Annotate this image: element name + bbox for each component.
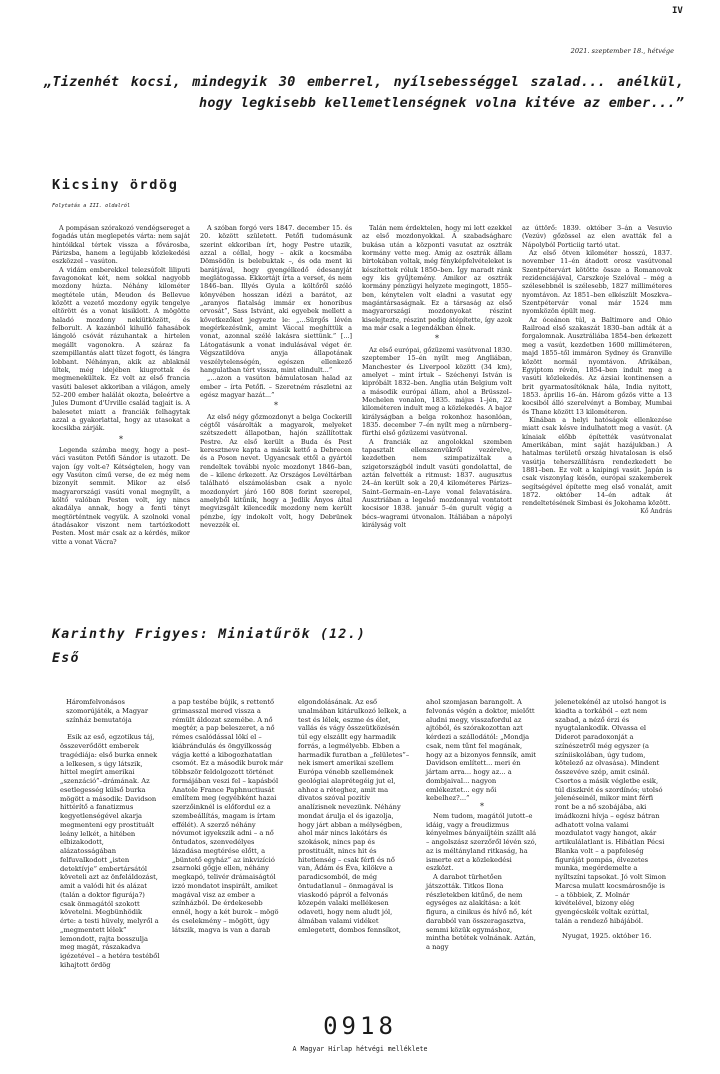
article1-column-1 [52,224,190,546]
paragraph: Nem tudom, magától jutott–e idáig, vagy a freudizmus kényelmes bányaiíjtéin szállt alá – angolszász szerzőről lévén szó, az is méltányland ritkaság, ha ismerte ezt a közlekedési eszközt. [426,811,537,873]
play-intro: Háromfelvonásos szomorújáték, a Magyar színház bemutatója [66,698,149,724]
section-divider: * [435,334,439,344]
section-divider: * [274,401,278,411]
paragraph: A franciák az angolokkal szemben tapasztalt ellenszenvükről vezérelve, kezdetben nem szimpatizáltak a szigetországból indult vasúti gondolattal, de aztán felvették a ritmust: 1837. augusztus 24–án került sok a 20,4 kilométeres Párizs–Saint–Germain–en–Laye vonal felavatására. Ausztriában a legelső mozdonnyal vontatott kocsisor 1838. január 5–én gurult végig a bécs–wagrami útvonalon. Itáliában a nápolyi királyság volt [362,437,512,530]
issue-dateline: 2021. szeptember 18., hétvége [570,47,674,55]
paragraph: Talán nem érdektelen, hogy mi lett ezekkel az első mozdonyokkal. A szabadságharc bukása után a központi vasutat az osztrák kormány vette meg. Amig az osztrák állam birtokában voltak, még fényképfelvételeket is készítettek róluk 1850–ben. Így maradt ránk egy kis gyűjtemény. Amikor az osztrák kormány pénzügyi helyzete megingott, 1855–ben, kénytelen volt eladni a vasutat egy magántársaságnak. Ez a társaság az első magyarországi mozdonyokat részint kiselejtezte, részint pedig átépítette, így azok ma már csak a legendákban élnek. [362,224,512,333]
pull-quote: „Tizenhét kocsi, mindegyik 30 emberrel, nyílsebességgel szalad... anélkül, hogy legkisebb kellemetlenségnek volna kitéve az ember...” [44,75,684,111]
paragraph: Legenda számba megy, hogy a pest–váci vasúton Petőfi Sándor is utazott. De vajon így volt-e? Kétségtelen, hogy van egy Vasúton című verse, de ez még nem bizonyít semmit. Mikor az első magyarországi vasúti vonal megnyílt, a költő valóban Pesten volt, így nincs akadálya annak, hogy a fenti tényt megtörténtnek vegyük. A szolnoki vonal átadásakor viszont nem tartózkodott Pesten. Most már csak az a kérdés, mikor vitte a vonat Vácra? [52,445,190,546]
supplement-tagline: A Magyar Hírlap hétvégi melléklete [292,1045,428,1053]
article2-column-5 [555,698,667,940]
continuation-note: Folytatás a III. oldalról [52,203,131,209]
section-divider: * [119,434,123,444]
supplement-logo: 0918 [323,1012,397,1040]
paragraph: „...azon a vasúton bámulatosan halad az ember – írta Petőfi. – Szeretném rászletni az egész magyar hazát...” [200,374,352,399]
article2-column-2 [172,698,284,934]
paragraph: Az első ötven kilométer hosszú, 1837. november 11–én átadott orosz vasútvonal Szentpétervárt kötötte össze a Romanovok rezidenciájával, Carszkoje Szelóval – még a szélesebbnél is szélesebb, 1827 milliméteres nyomtávon. Az 1851–ben elkészült Moszkva–Szentpétervár vonal már 1524 mm nyomközön épült meg. [522,249,672,316]
paragraph: a pap testébe bújik, s rettentő grimasszal mered vissza a rémült áldozat szemébe. A nő megtér, a pap beleszeret, a nő rémes csalódással lökí el – kiábrándulás és öngyilkosság vágja ketté a kibogozhatatlan csomót. Ez a második burok már többször feldolgozott történet formájában veszi fel – kapásból Anatole France Paphnuctiusát említem meg (egyébként hazai szerzőinknél is előfordul ez a szembeállítás, magam is írtam effélét). A szerző néhány nóvumot igyekszik adni – a nő öntudatos, szenvedélyes lázadása megtérése előtt, a „büntető egyház” az inkvizíció zsarnoki gőgje ellen, néhány megkapó, telivér drámaiságtól izzó mondatot inspirált, amiket magával visz az ember a színházból. De érdekesebb ennél, hogy a két burok – mögö és cselekmény – mögött, úgy látszik, magva is van a darab [172,698,284,934]
section-divider: * [480,802,484,811]
article-title: Kicsiny ördög [52,177,179,193]
article1-column-3 [362,224,512,529]
author-signature: Kő András [640,507,672,515]
paragraph: A szóban forgó vers 1847. december 15. és 20. között született. Petőfi tudomásunk szerint ekkoriban írt, hogy Pestre utazik, azzal a céllal, hogy – akik a kocsmába Dömsödön is belebuktak –, és oda ment ki barátjával, hogy gyengélkedő édesanyját meglátogassa. Ekkortájt írta a verset, és nem 1846–ban. Illyés Gyula a költőről szóló könyvében hosszan idézi a barátot, az „aranyos fiatalság immár ex honoribus orvosát”, Sass Istvánt, aki egyebek mellett a következőket jegyezte le: „...Sürgős lévén megérkezésünk, amint Váccal meghíttük a vonat, azonnal szélé lakásra siettünk.” [...] Látogatásunk a vonat indulásával véget ér. Végszatildóva anyja állapotának veszélytelenségén, egészen ellenkező hangulatban tért vissza, mint elindult...” [200,224,352,374]
article1-column-4 [522,224,672,516]
paragraph: A pompásan szórakozó vendégsereget a fogadás után meglepetés várta: nem saját hintóikkal tértek vissza a fővárosba, Párizsba, hanem a legújabb közlekedési eszközzel – vasúton. [52,224,190,266]
article2-subtitle: Eső [52,651,80,666]
source-dateline: Nyugat, 1925. október 16. [562,931,652,940]
paragraph: elgondolásának. Az eső unalmában kitárulkozó lelkek, a test és lélek, eszme és élet, vallás és vágy összeütközésén túl egy elszállt egy harmadik forrás, a legmélyebb. Ebben a harmadik furatban a „felületes”–nek ismert amerikai szellem Európa vénebb szellemének geológiai alaprétegéig jut el, ahhoz a réteghez, amit ma divatos szóval pozitív analízisnek nevezünk. Néhány mondat árulja el és igazolja, hogy járt abban a mélységben, ahol már nincs lakótárs és szokások, nincs pap és prostituált, nincs hit és hitetlenség – csak férfi és nő van, Ádám és Éva, kilökve a paradicsomból, de még öntudatlanul – önmagával is viaskodó pápról a felvonás közepén valaki mellékesen odaveti, hogy nem aludt jól, álmában valami vidéket emlegetett, dombos fennsíkot, [298,698,410,934]
paragraph: A vidám emberekkel telezsúfolt liliputi favagonokat két, nem sokkal nagyobb mozdony húzta. Néhány kilométer megtétele után, Meudon és Bellevue között a vezető mozdony egyik tengelye eltörött és a vonat kisiklott. A mögötte haladó mozdony nekiütközött, és felborult. A kazánból kihulló fahasábok lángoló csóvát rázuhantak a hirtelen megállt vagonokra. A száraz fa szempillantás alatt tüzet fogott, és lángra lobbant. Néhányan, akik az ablaknál ültek, még idejében kiugrottak és megmenekültek. Ez volt az első francia vasúti baleset akkoriban a világon, amely 52–200 ember halálát okozta, beleértve a Jules Dumont d'Urville család tagjait is. A balesetet miatt a franciák felhagytak azzal a gyakorlattal, hogy az utasokat a kocsikba zárják. [52,265,190,433]
page-number: IV [672,6,683,16]
article2-column-1 [60,698,160,970]
article2-column-3 [298,698,410,934]
article2-column-4 [426,698,538,952]
article2-title: Karinthy Frigyes: Miniatűrök (12.) [52,627,367,642]
article1-column-2 [200,224,352,529]
paragraph: az úttörő: 1839. október 3–án a Vesuvio (Vezúv) gőzössel az elen avatták fel a Nápolyból Porticiig tartó utat. [522,224,672,249]
paragraph: ahol szomjasan barangolt. A felvonás végén a doktor, mielőtt aludni megy, visszafordul az ajtóból, és szórakozottan azt kérdezi a szállodától: „Mondja csak, nem tűnt fel magának, hogy az a bizonyos fennsík, amit Davidson említett... meri én jártam arra... hogy az... a dombjaival... nagyon emlékeztet... egy női kebelhez?...” [426,698,536,803]
paragraph: A darabot türhetően játszották. Titkos Ilona részletekben kitűnő, de nem egységes az alakítása: a két figura, a cinikus és hívő nő, két darabból van összeragasztva, semmi közük egymáshoz, mintha betétek volnának. Aztán, a nagy [426,873,536,951]
paragraph: Az első európai, gőzüzemi vasútvonal 1830. szeptember 15–én nyílt meg Angliában, Manchester és Liverpool között (34 km), amelyet – mint írtuk – Széchenyi István is kipróbált 1832–ben. Anglia után Belgium volt a második európai állam, ahol a Brüsszel–Mechelen vonalon, 1835. május 1–jén, 22 kilométeren indult meg a közlekedés. A bajor királyságban a belga rokonhoz hasonlóan, 1835. december 7–én nyílt meg a nürnberg–fürthi első gőzüzemi vasútvonal. [362,345,512,438]
paragraph: jelenetekénél az utolsó hangot is kiadta a torkából – ezt nem szabad, a néző érzi és nyugtalankodik. Olvassa el Diderot paradoxonját a színészetről még egyszer (a színiiskolában, úgy tudom, kötelező az olvasása). Mindent összevéve szép, amit csinál. Csortos a másik végletbe esik, túl diszkrét és szordínós; utolsó jelenéseinél, mikor mint férfi ront be a nő szobájába, aki imádkozni hívja – egész bátran adhatott volna valami mozdulatot vagy hangot, akár artikulálatlant is. Hibátlan Pécsi Blanka volt – a papfeleség figuráját pompás, élvezetes munka, megérdemelte a nyíltszíni tapsokat. Jó volt Simon Marcsa mulatt kocsmárosnője is – a többiek, Z. Molnár kivételével, bizony elég gyengécskék voltak ezúttal, talán a rendező hibájából. [555,698,667,925]
paragraph: Kínában a helyi hatóságok ellenkezése miatt csak késve indulhatott meg a vasút. (A kínaiak előbb építették vasútvonalat Amerikában, mint saját hazájukban.) A hatalmas területű ország hivatalosan is első vasútja teherszállításra rendezkedett be 1881–ben. Ez volt a kaipingi vasút. Japán is csak viszonylag későn, európai szakemberek segítségével építette meg első vonalát, amit 1872. október 14–én adtak át rendeltetésének Simbasi és Jokohama között. [522,415,672,508]
paragraph: Esik az eső, egzotikus táj, összeverődött emberek tragédiája: első burka ennek a lelkesen, s úgy látszik, hittel megírt amerikai „szenzáció”–drámának. Az esetlegesség külső burka mögött a második: Davidson hittérítő a fanatizmus kegyetlenségével akarja megmenteni egy prostituált leány lelkét, a hitében elbizakodott, alázatosságában felfuvalkodott „isten detektívje” embertársától követeli azt az önfeláldozást, amit a valódi hit és alázat (talán a doktor figurája?) csak önmagától szokott követelni. Megbünhödik érte: a testi hüvely, melyről a „megmentett lélek” lemondott, rajta bosszulja meg magát, rászakadva igézetével – a hetéra testéből kihajtott ördög [60,733,160,969]
paragraph: Az első négy gőzmozdonyt a belga Cockerill cégtől vásárolták a magyarok, melyeket szétszedett állapotban, hajón szállítottak Pestre. Az első került a Buda és Pest keresztneve kapta a másik kettő a Debrecen és a Poson nevet. Ugyancsak ettől a gyártól rendeltek további nyolc mozdonyt 1846–ban, de – kilenc érkezett. Az Országos Levéltárban található elszámolásban csak a nyolc mozdonyért járó 160 808 forint szerepel, amelyből kitűnik, hogy a Jedlik Ányos által megvizsgált kilencedik mozdony nem került pénzbe, így indokolt volt, hogy Debrünek nevezzék el. [200,412,352,530]
paragraph: Az óceánon túl, a Baltimore and Ohio Railroad első szakaszát 1830–ban adták át a forgalomnak. Ausztráliába 1854–ben érkezett meg a vasút, kezdetben 1600 milliméteren, majd 1855–től immáron Sydney és Granville között normál nyomtávon. Afrikában, Egyiptom révén, 1854–ben indult meg a vasúti közlekedés. Az ázsiai kontinensen a brit gyarmatosítóknak hála, India nyitott, 1853. április 16–án. Három gőzös vitte a 13 kocsiból álló szerelvényt a Bombay, Mumbai és Thane között 13 kilométeren. [522,315,672,416]
